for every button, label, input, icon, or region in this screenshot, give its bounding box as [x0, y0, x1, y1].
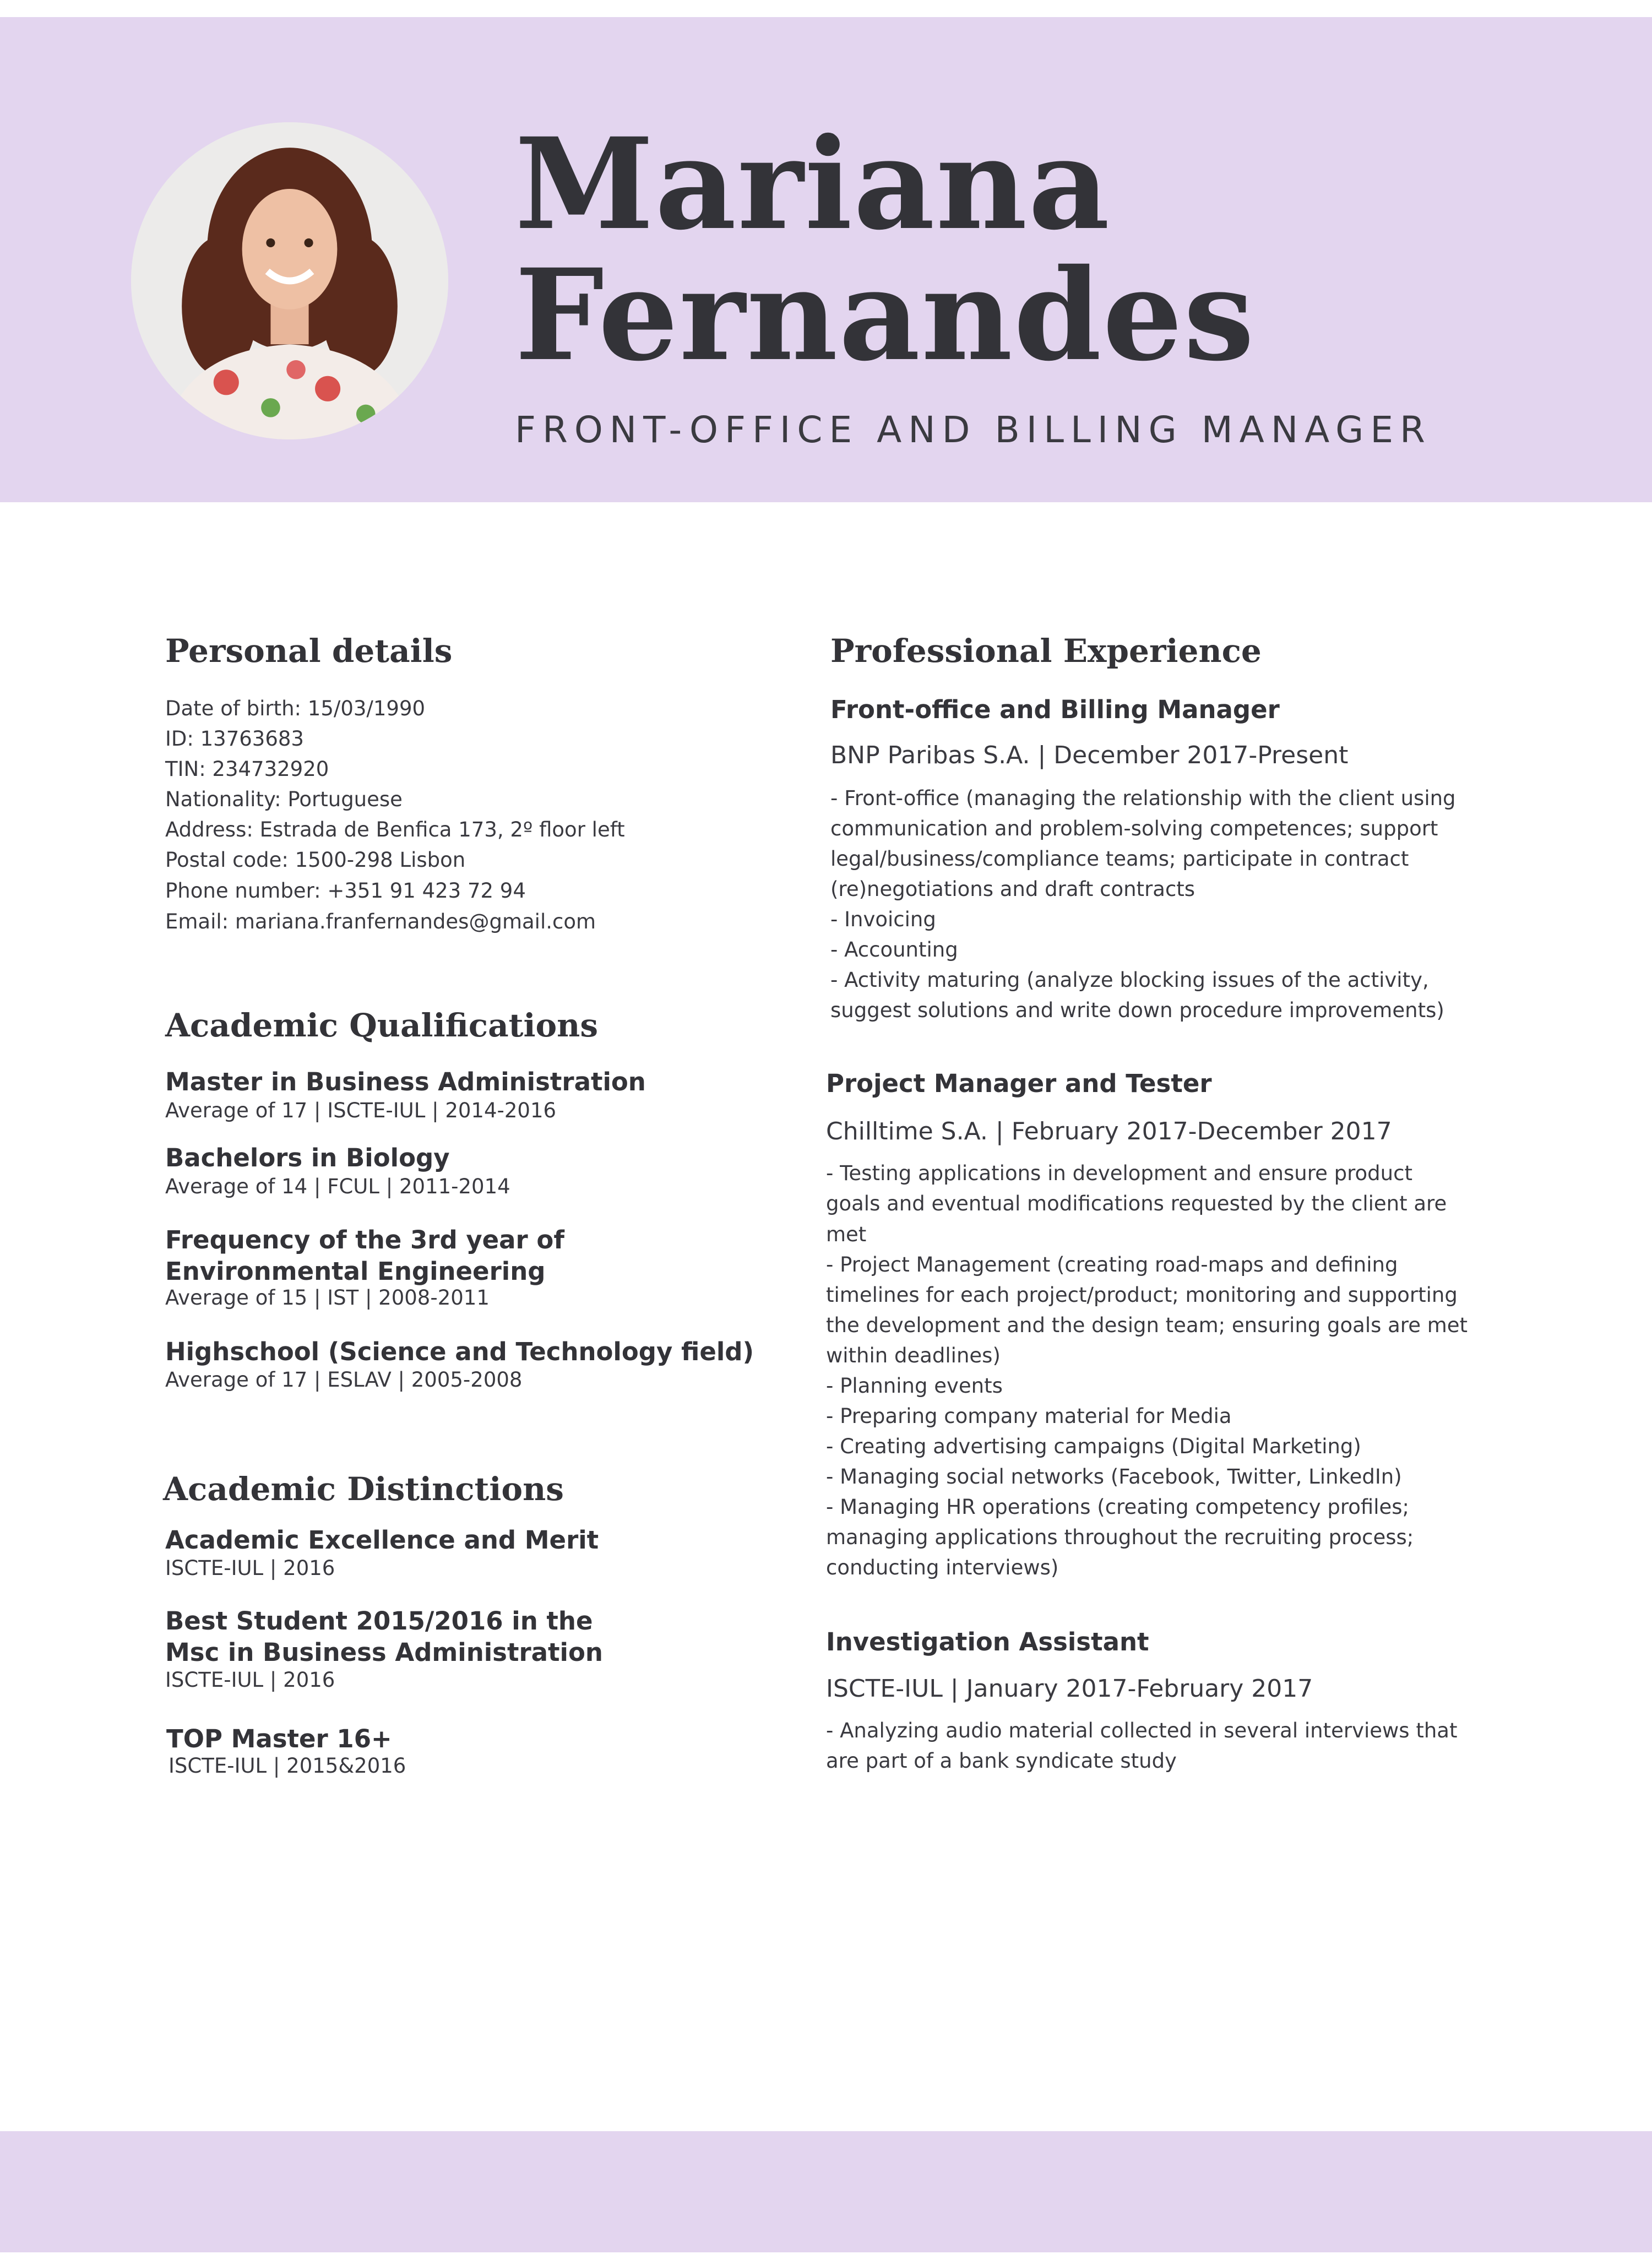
qualification-title: Environmental Engineering [165, 1257, 546, 1286]
job-description-line: - Front-office (managing the relationship with the client using [830, 786, 1456, 810]
academic-qualifications-heading: Academic Qualifications [165, 1007, 599, 1044]
job-company: BNP Paribas S.A. | December 2017-Present [830, 741, 1349, 769]
job-description-line: timelines for each project/product; monitoring and supporting [826, 1283, 1458, 1307]
job-description-line: suggest solutions and write down procedure improvements) [830, 998, 1444, 1022]
qualification-title: Frequency of the 3rd year of [165, 1225, 564, 1254]
distinction-title: Msc in Business Administration [165, 1638, 603, 1667]
distinction-title: Academic Excellence and Merit [165, 1525, 599, 1555]
last-name: Fernandes [515, 241, 1256, 389]
job-description-line: - Planning events [826, 1374, 1003, 1398]
job-description-line: - Accounting [830, 938, 958, 962]
profile-photo [131, 122, 448, 439]
id-number: ID: 13763683 [165, 727, 304, 751]
job-description-line: are part of a bank syndicate study [826, 1749, 1177, 1773]
phone-number: Phone number: +351 91 423 72 94 [165, 879, 526, 903]
job-description-line: - Project Management (creating road-maps and defining [826, 1253, 1398, 1277]
qualification-detail: Average of 15 | IST | 2008-2011 [165, 1286, 490, 1310]
job-description-line: met [826, 1223, 867, 1246]
job-description-line: - Invoicing [830, 908, 936, 931]
job-description-line: - Preparing company material for Media [826, 1404, 1232, 1428]
job-description-line: (re)negotiations and draft contracts [830, 877, 1195, 901]
footer-band [0, 2131, 1652, 2252]
job-description-line: conducting interviews) [826, 1556, 1059, 1579]
distinction-detail: ISCTE-IUL | 2016 [165, 1556, 335, 1580]
job-description-line: managing applications throughout the recruiting process; [826, 1525, 1414, 1549]
job-description-line: - Creating advertising campaigns (Digital Marketing) [826, 1435, 1361, 1458]
job-description-line: within deadlines) [826, 1344, 1001, 1367]
address: Address: Estrada de Benfica 173, 2º floor left [165, 818, 625, 841]
job-company: Chilltime S.A. | February 2017-December 2017 [826, 1117, 1392, 1145]
job-description-line: the development and the design team; ensuring goals are met [826, 1313, 1468, 1337]
job-description-line: legal/business/compliance teams; participate in contract [830, 847, 1409, 871]
job-title: FRONT-OFFICE AND BILLING MANAGER [515, 409, 1432, 451]
job-role: Investigation Assistant [826, 1627, 1149, 1656]
qualification-detail: Average of 17 | ISCTE-IUL | 2014-2016 [165, 1099, 557, 1122]
job-description-line: goals and eventual modifications requested by the client are [826, 1192, 1447, 1215]
email: Email: mariana.franfernandes@gmail.com [165, 910, 596, 933]
qualification-title: Highschool (Science and Technology field) [165, 1337, 754, 1366]
job-description-line: - Testing applications in development and ensure product [826, 1161, 1412, 1185]
nationality: Nationality: Portuguese [165, 787, 403, 811]
job-description-line: - Activity maturing (analyze blocking issues of the activity, [830, 968, 1429, 992]
qualification-title: Master in Business Administration [165, 1067, 646, 1096]
qualification-detail: Average of 14 | FCUL | 2011-2014 [165, 1175, 510, 1198]
job-description-line: - Managing social networks (Facebook, Twitter, LinkedIn) [826, 1465, 1402, 1489]
qualification-title: Bachelors in Biology [165, 1143, 450, 1172]
job-description-line: - Analyzing audio material collected in several interviews that [826, 1719, 1458, 1742]
postal-code: Postal code: 1500-298 Lisbon [165, 848, 466, 872]
qualification-detail: Average of 17 | ESLAV | 2005-2008 [165, 1368, 523, 1392]
job-description-line: - Managing HR operations (creating competency profiles; [826, 1495, 1409, 1519]
distinction-detail: ISCTE-IUL | 2016 [165, 1668, 335, 1692]
job-role: Front-office and Billing Manager [830, 695, 1280, 724]
job-company: ISCTE-IUL | January 2017-February 2017 [826, 1675, 1313, 1703]
first-name: Mariana [515, 110, 1111, 258]
distinction-title: Best Student 2015/2016 in the [165, 1606, 593, 1636]
distinction-detail: ISCTE-IUL | 2015&2016 [169, 1754, 406, 1778]
job-role: Project Manager and Tester [826, 1069, 1212, 1098]
professional-experience-heading: Professional Experience [830, 632, 1262, 670]
tin-number: TIN: 234732920 [165, 757, 329, 781]
distinction-title: TOP Master 16+ [166, 1724, 392, 1753]
personal-details-heading: Personal details [165, 632, 453, 670]
academic-distinctions-heading: Academic Distinctions [163, 1470, 564, 1508]
job-description-line: communication and problem-solving competences; support [830, 817, 1438, 840]
date-of-birth: Date of birth: 15/03/1990 [165, 697, 426, 720]
